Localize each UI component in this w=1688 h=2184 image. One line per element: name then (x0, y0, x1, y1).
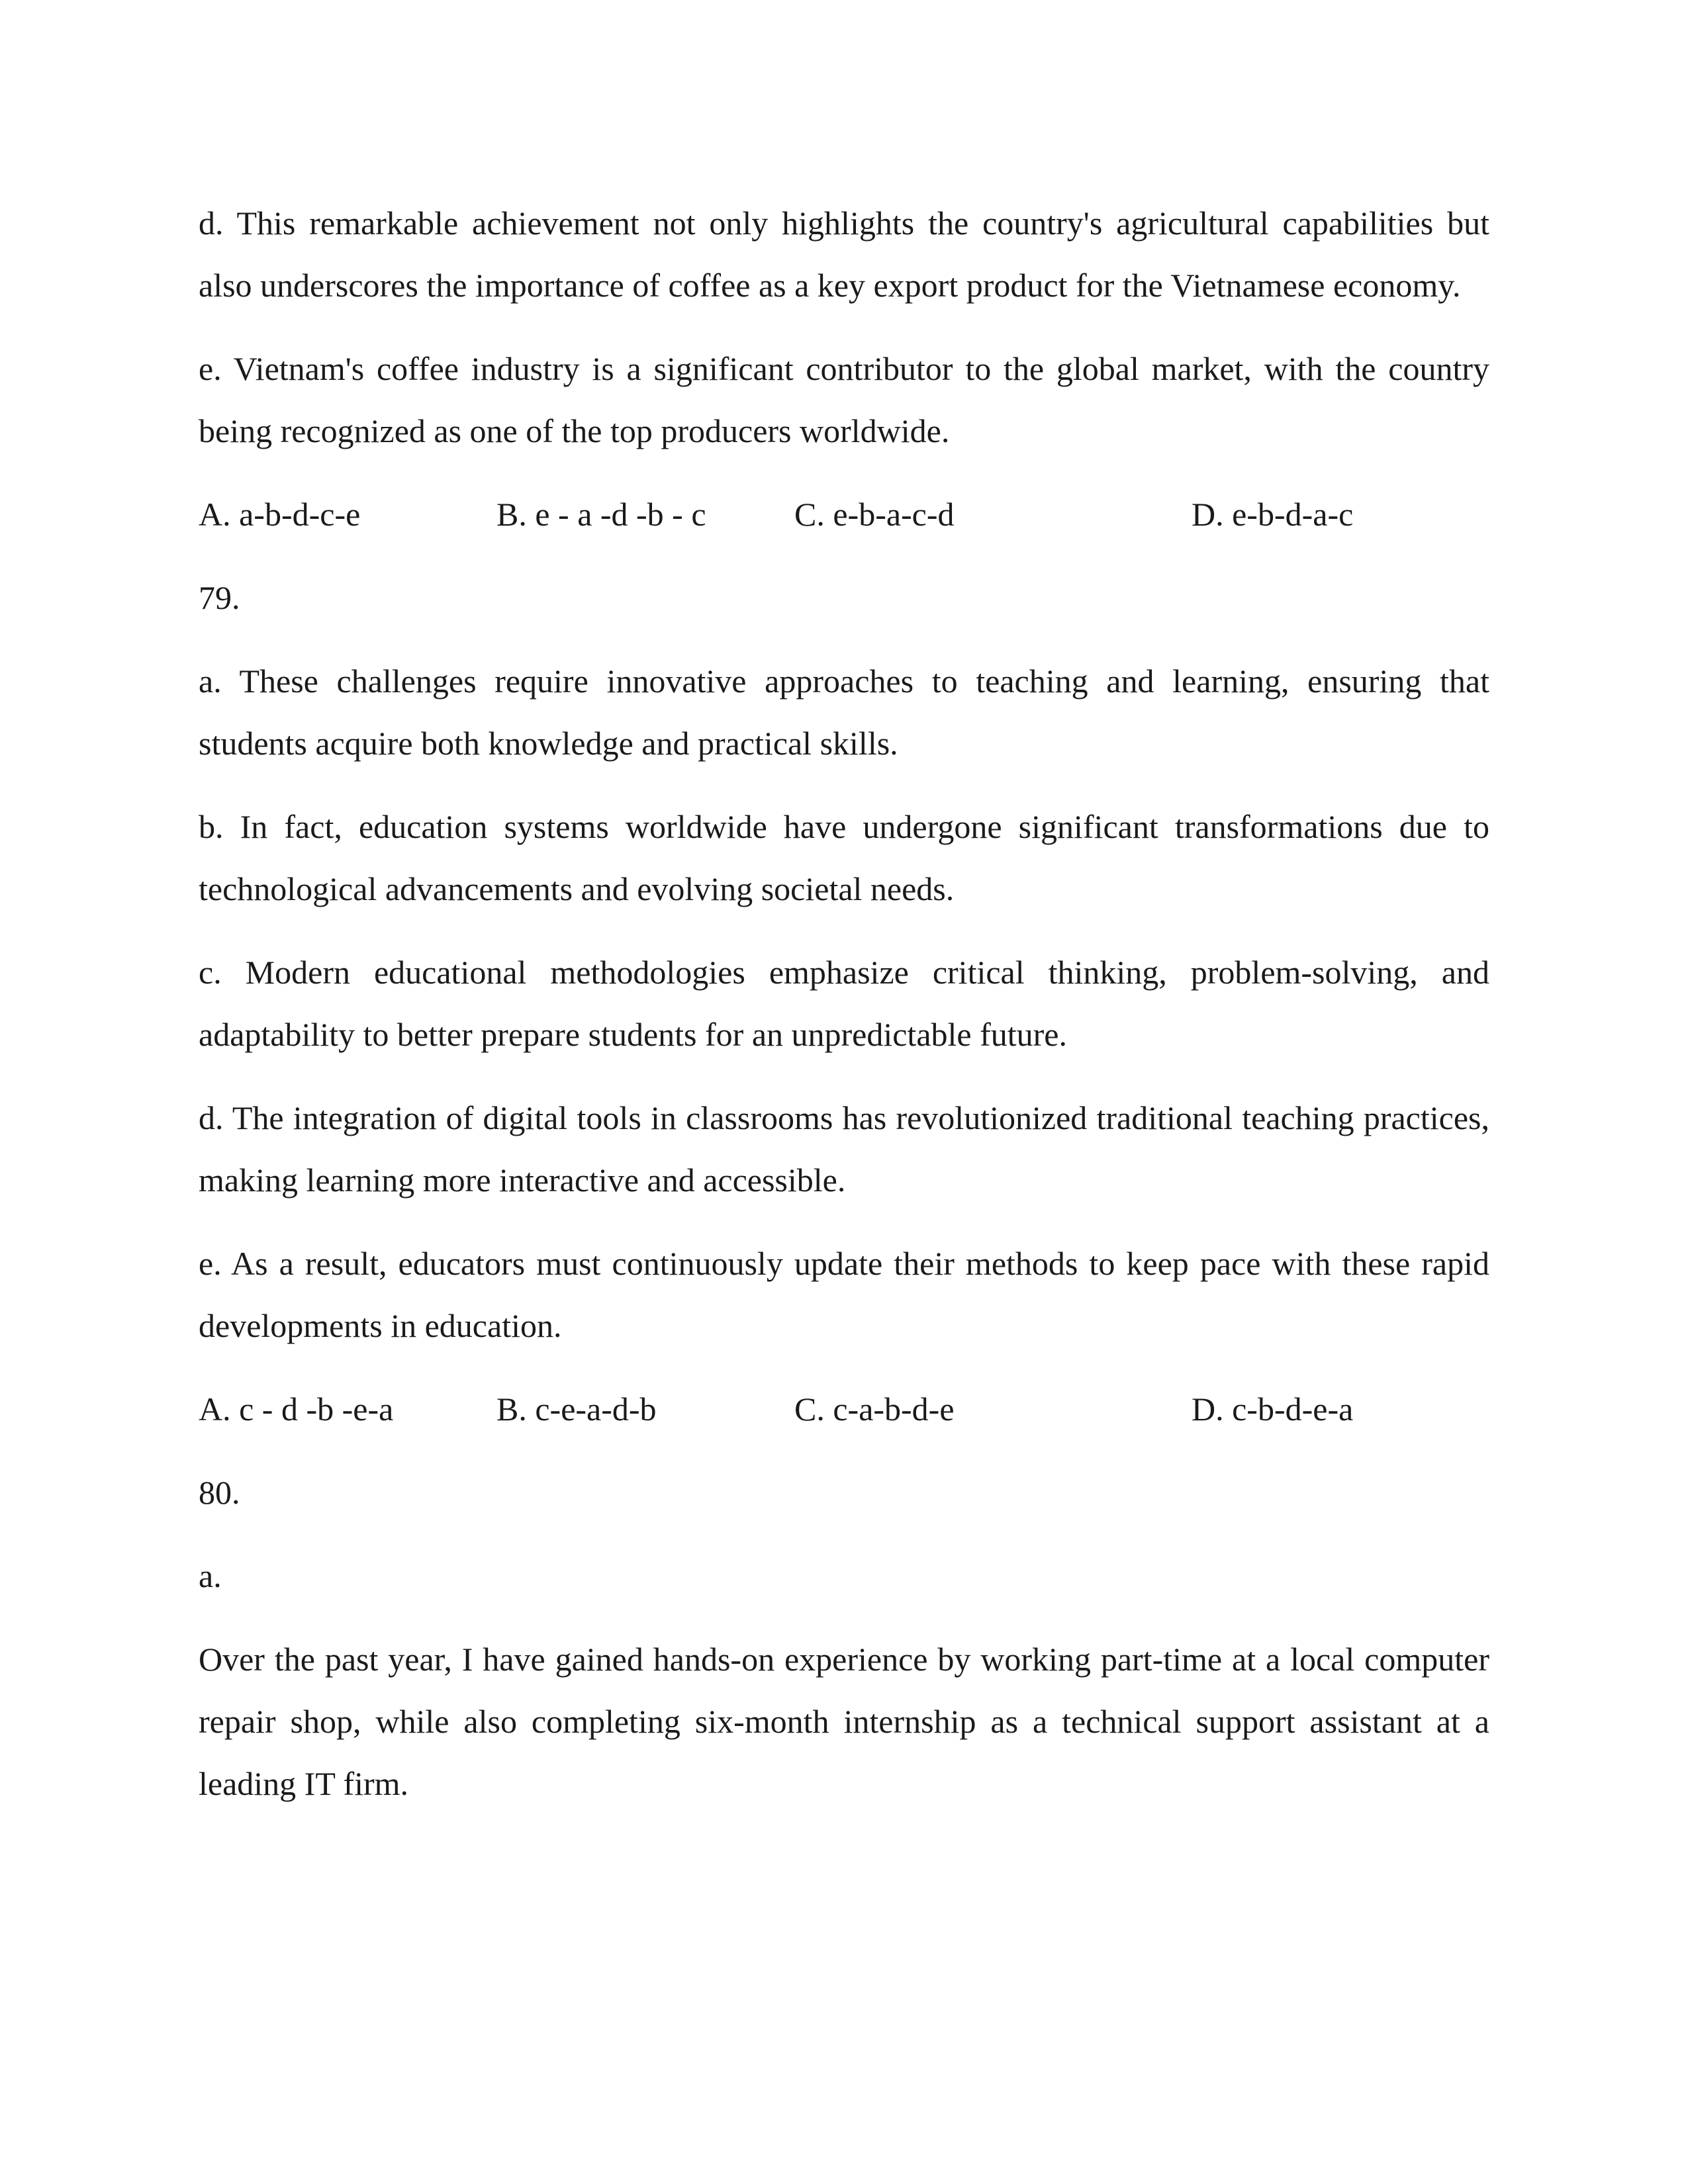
q80-sentence-a-text: Over the past year, I have gained hands-on experience by working part-time at a local computer repair shop, while also completing six-month internship as a technical support assistant at a leading IT firm. (199, 1641, 1489, 1802)
q79-option-c: C. c-a-b-d-e (794, 1390, 955, 1428)
q78-option-c: C. e-b-a-c-d (794, 496, 955, 533)
q79-sentence-e: e. As a result, educators must continuously update their methods to keep pace with these rapid developments in education. (199, 1245, 1489, 1344)
q79-sentence-b: b. In fact, education systems worldwide have undergone significant transformations due to technological advancements and evolving societal needs. (199, 808, 1489, 907)
q79-options (199, 1378, 1489, 1440)
q80-number: 80. (199, 1474, 240, 1511)
q78-sentence-d: d. This remarkable achievement not only highlights the country's agricultural capabilities but also underscores the importance of coffee as a key export product for the Vietnamese economy. (199, 205, 1489, 304)
q79-option-d: D. c-b-d-e-a (1192, 1390, 1354, 1428)
q78-option-d: D. e-b-d-a-c (1192, 496, 1354, 533)
q78-options (199, 483, 1489, 545)
q79-option-a: A. c - d -b -e-a (199, 1390, 394, 1428)
document-page (199, 192, 1489, 1836)
q79-sentence-d: d. The integration of digital tools in classrooms has revolutionized traditional teaching practices, making learning more interactive and accessible. (199, 1099, 1489, 1199)
q78-option-a: A. a-b-d-c-e (199, 496, 361, 533)
q78-sentence-e: e. Vietnam's coffee industry is a significant contributor to the global market, with the country being recognized as one of the top producers worldwide. (199, 350, 1489, 449)
q80-sentence-a-label: a. (199, 1557, 222, 1594)
q79-number: 79. (199, 579, 240, 616)
q79-sentence-c: c. Modern educational methodologies emphasize critical thinking, problem-solving, and adaptability to better prepare students for an unpredictable future. (199, 954, 1489, 1053)
q79-option-b: B. c-e-a-d-b (496, 1390, 657, 1428)
q79-sentence-a: a. These challenges require innovative approaches to teaching and learning, ensuring that students acquire both knowledge and practical skills. (199, 662, 1489, 762)
q78-option-b: B. e - a -d -b - c (496, 496, 706, 533)
